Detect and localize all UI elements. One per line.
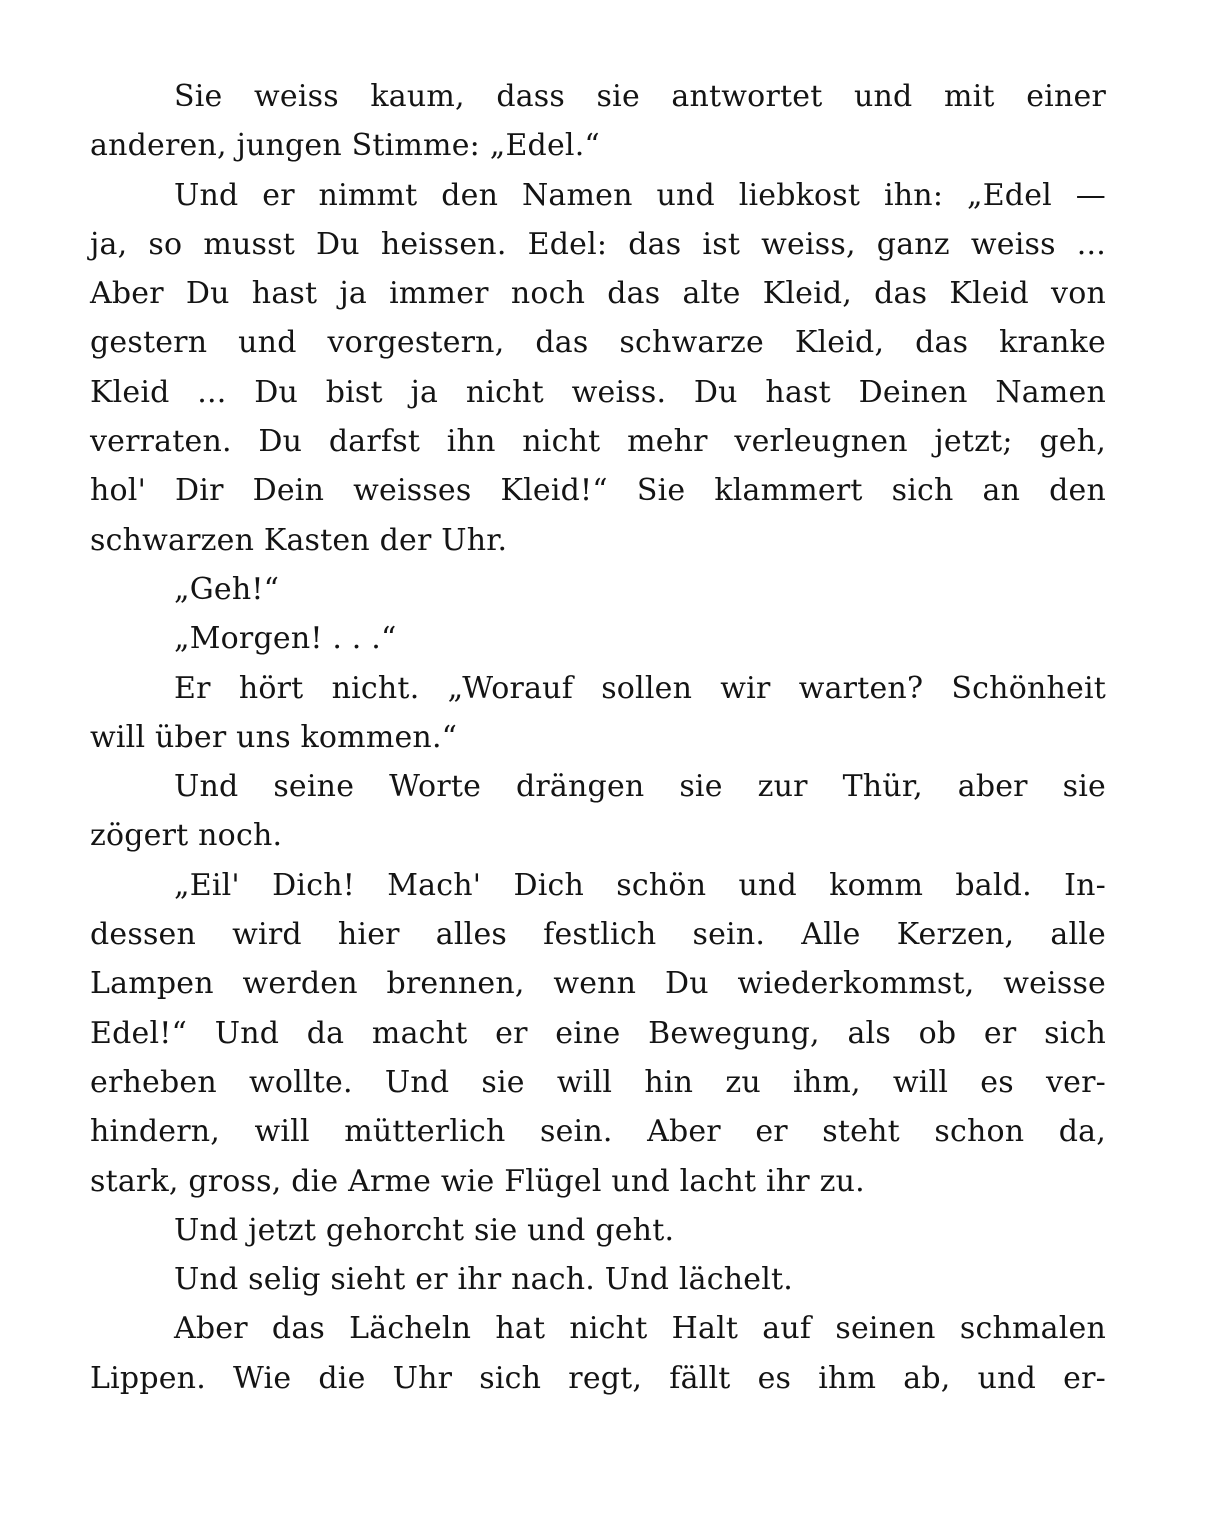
text-line: Aber das Lächeln hat nicht Halt auf seinen schmalen [174, 1311, 1106, 1347]
text-line: Edel!“ Und da macht er eine Bewegung, als ob er sich [90, 1015, 1106, 1051]
prose-text [90, 72, 1106, 1403]
text-line: anderen, jungen Stimme: „Edel.“ [90, 128, 600, 164]
text-line: hindern, will mütterlich sein. Aber er steht schon da, [90, 1114, 1106, 1150]
text-line: ja, so musst Du heissen. Edel: das ist weiss, ganz weiss ... [90, 226, 1106, 262]
text-line: Und er nimmt den Namen und liebkost ihn: „Edel — [174, 177, 1106, 213]
text-line: Und selig sieht er ihr nach. Und lächelt. [174, 1262, 793, 1298]
text-line: Kleid ... Du bist ja nicht weiss. Du hast Deinen Namen [90, 374, 1106, 410]
text-line: Sie weiss kaum, dass sie antwortet und mit einer [174, 79, 1106, 114]
text-line: Und jetzt gehorcht sie und geht. [174, 1212, 675, 1248]
text-line: will über uns kommen.“ [90, 719, 458, 755]
text-line: Lippen. Wie die Uhr sich regt, fällt es ihm ab, und er- [90, 1360, 1106, 1396]
text-line: verraten. Du darfst ihn nicht mehr verleugnen jetzt; geh, [90, 424, 1106, 460]
text-line: „Morgen! . . .“ [174, 621, 397, 657]
text-line: stark, gross, die Arme wie Flügel und lacht ihr zu. [90, 1163, 865, 1199]
text-line: Er hört nicht. „Worauf sollen wir warten? Schönheit [174, 670, 1106, 706]
text-line: dessen wird hier alles festlich sein. Alle Kerzen, alle [90, 917, 1106, 953]
text-line: Lampen werden brennen, wenn Du wiederkommst, weisse [90, 966, 1106, 1002]
text-line: erheben wollte. Und sie will hin zu ihm, will es ver- [90, 1064, 1106, 1100]
text-line: schwarzen Kasten der Uhr. [90, 522, 508, 558]
text-line: „Geh!“ [174, 571, 280, 607]
text-line: hol' Dir Dein weisses Kleid!“ Sie klammert sich an den [90, 473, 1106, 509]
text-line: „Eil' Dich! Mach' Dich schön und komm bald. In- [174, 867, 1106, 903]
text-line: Aber Du hast ja immer noch das alte Kleid, das Kleid von [90, 276, 1106, 312]
text-line: gestern und vorgestern, das schwarze Kleid, das kranke [90, 325, 1106, 361]
text-line: Und seine Worte drängen sie zur Thür, aber sie [174, 769, 1106, 805]
text-line: zögert noch. [90, 818, 283, 854]
